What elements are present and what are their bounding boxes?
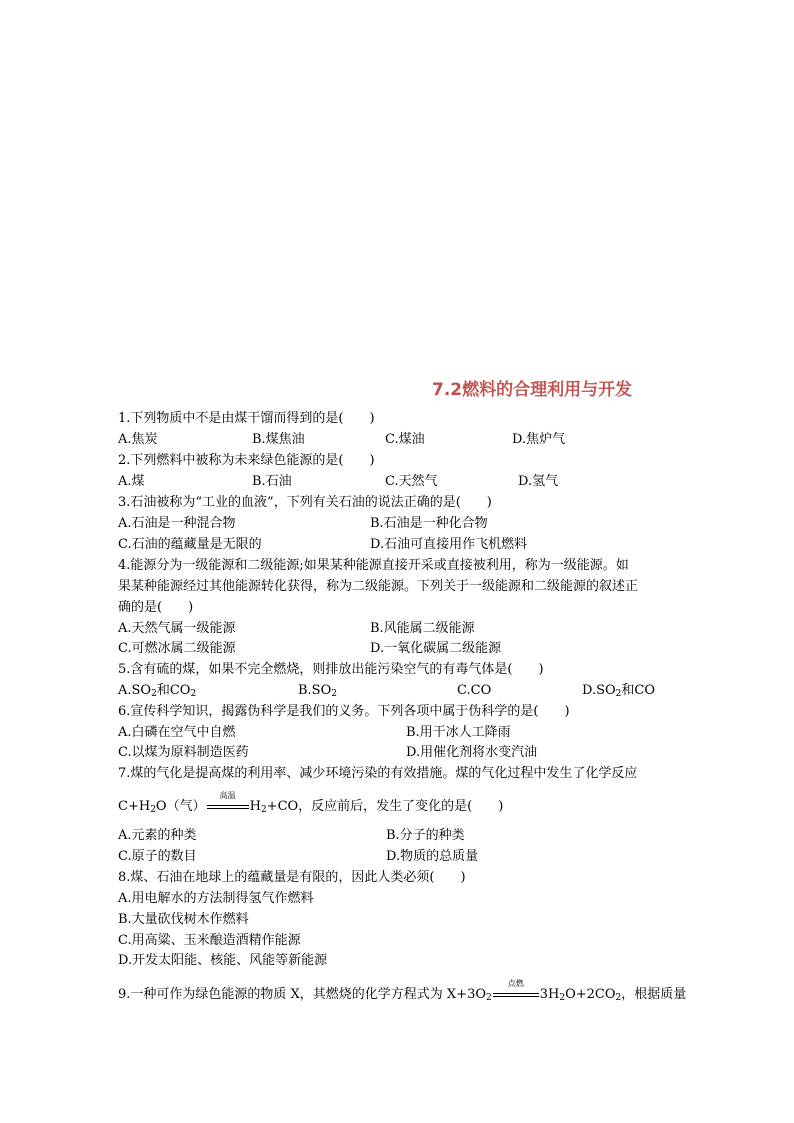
question-8-option-d: D.开发太阳能、核能、风能等新能源 — [118, 953, 328, 968]
question-6-stem: 6.宣传科学知识，揭露伪科学是我们的义务。下列各项中属于伪科学的是( ) — [118, 704, 570, 719]
question-1-option-b: B.煤焦油 — [252, 432, 305, 447]
question-3-option-a: A.石油是一种混合物 — [118, 516, 236, 531]
question-4-option-d: D.一氧化碳属二级能源 — [370, 641, 502, 656]
question-4-line-1: 4.能源分为一级能源和二级能源;如果某种能源直接开采或直接被利用，称为一级能源。如 — [118, 558, 629, 573]
question-9-line: 9.一种可作为绿色能源的物质 X，其燃烧的化学方程式为 $X+3O_2$ 点燃 $3H_2O+2CO_2$，根据质量 — [118, 978, 687, 1003]
question-2-option-b: B.石油 — [252, 474, 292, 489]
question-2-option-c: C.天然气 — [385, 474, 438, 489]
question-1-option-a: A.焦炭 — [118, 432, 158, 447]
question-8-option-b: B.大量砍伐树木作燃料 — [118, 912, 249, 927]
question-8-option-c: C.用高粱、玉米酿造酒精作能源 — [118, 933, 301, 948]
question-1-option-c: C.煤油 — [385, 432, 425, 447]
question-5-option-a: $A.SO_2$和$CO_2$ — [118, 683, 197, 699]
question-3-stem: 3.石油被称为“工业的血液”，下列有关石油的说法正确的是( ) — [118, 495, 492, 510]
question-4-option-c: C.可燃冰属二级能源 — [118, 641, 236, 656]
question-6-option-c: C.以煤为原料制造医药 — [118, 745, 249, 760]
question-7-option-a: A.元素的种类 — [118, 828, 197, 843]
reaction-arrow: 高温 — [207, 802, 249, 812]
question-6-option-b: B.用干冰人工降雨 — [406, 725, 511, 740]
question-7-option-c: C.原子的数目 — [118, 849, 197, 864]
question-7-equation-line: $C+H_2O$（气） 高温 $H_2+CO$，反应前后，发生了变化的是( ) — [118, 790, 504, 815]
question-7-option-d: D.物质的总质量 — [386, 849, 479, 864]
question-2-option-d: D.氢气 — [518, 474, 559, 489]
question-8-stem: 8.煤、石油在地球上的蕴藏量是有限的，因此人类必须( ) — [118, 870, 466, 885]
question-3-option-b: B.石油是一种化合物 — [370, 516, 488, 531]
question-4-option-b: B.风能属二级能源 — [370, 621, 475, 636]
question-6-option-d: D.用催化剂将水变汽油 — [406, 745, 538, 760]
question-2-option-a: A.煤 — [118, 474, 145, 489]
question-5-option-c: C.CO — [457, 683, 492, 698]
question-5-stem: 5.含有硫的煤，如果不完全燃烧，则排放出能污染空气的有毒气体是( ) — [118, 662, 544, 677]
question-2-stem: 2.下列燃料中被称为未来绿色能源的是( ) — [118, 453, 375, 468]
question-4-line-3: 确的是( ) — [118, 600, 194, 615]
question-6-option-a: A.白磷在空气中自燃 — [118, 725, 236, 740]
page-title: 7.2燃料的合理利用与开发 — [432, 380, 633, 400]
combustion-arrow: 点燃 — [493, 990, 539, 1000]
question-1-stem: 1.下列物质中不是由煤干馏而得到的是( ) — [118, 411, 375, 426]
question-4-option-a: A.天然气属一级能源 — [118, 621, 236, 636]
question-5-option-d: $D.SO_2$和CO — [582, 683, 655, 699]
question-1-option-d: D.焦炉气 — [512, 432, 566, 447]
question-3-option-c: C.石油的蕴藏量是无限的 — [118, 537, 262, 552]
question-7-option-b: B.分子的种类 — [386, 828, 465, 843]
question-8-option-a: A.用电解水的方法制得氢气作燃料 — [118, 891, 314, 906]
question-3-option-d: D.石油可直接用作飞机燃料 — [370, 537, 528, 552]
question-7-line-1: 7.煤的气化是提高煤的利用率、减少环境污染的有效措施。煤的气化过程中发生了化学反应 — [118, 766, 638, 781]
question-5-option-b: $B.SO_2$ — [298, 683, 337, 699]
question-4-line-2: 果某种能源经过其他能源转化获得，称为二级能源。下列关于一级能源和二级能源的叙述正 — [118, 579, 639, 594]
